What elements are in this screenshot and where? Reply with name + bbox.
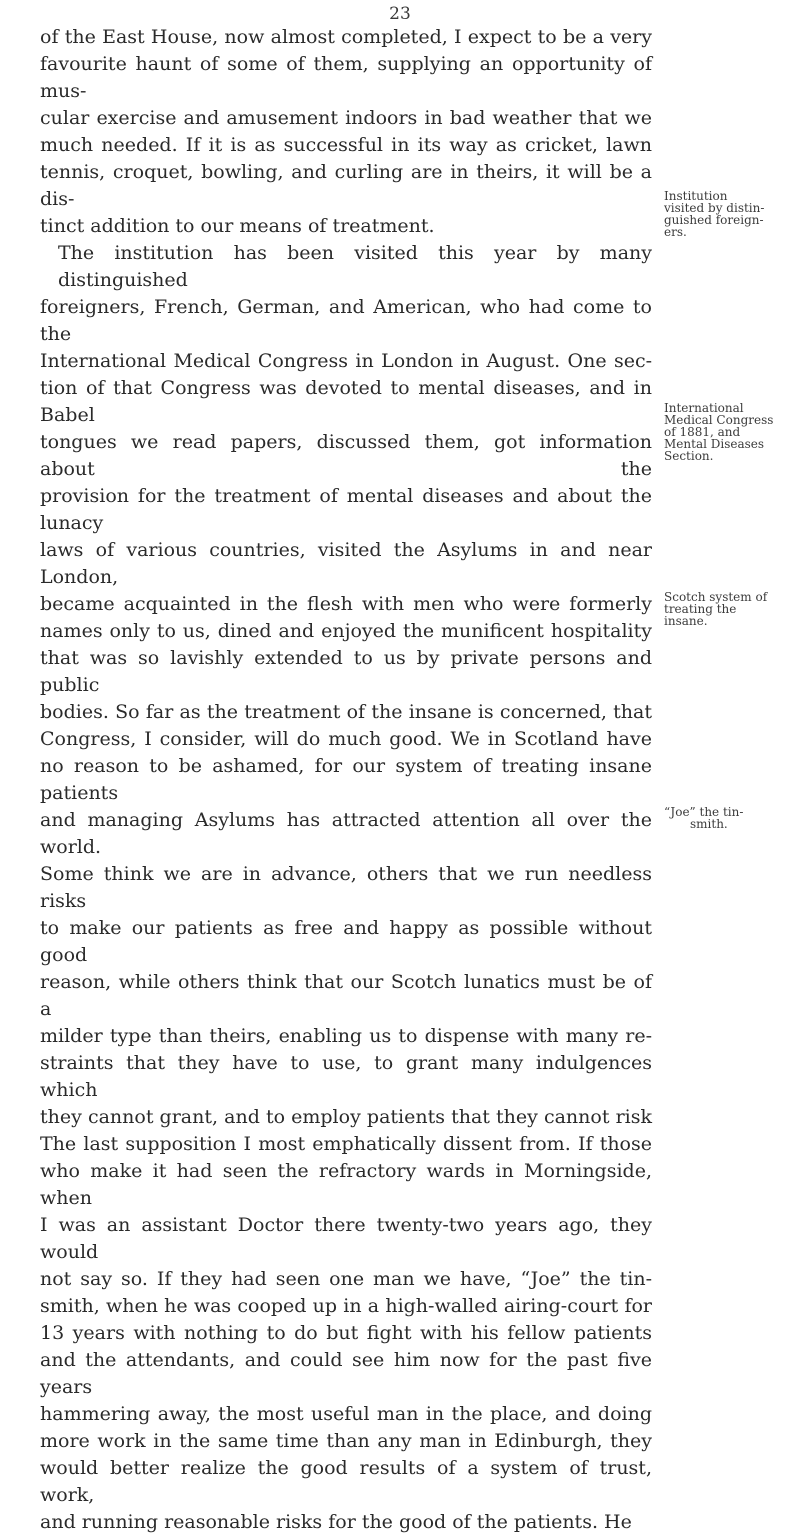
text-line: not say so. If they had seen one man we have, “Joe” the tin-	[40, 1268, 652, 1290]
margin-note-joe-tinsmith	[664, 806, 794, 830]
text-line: that was so lavishly extended to us by private persons and public	[40, 647, 652, 696]
page-number: 23	[389, 4, 411, 24]
text-line: and running reasonable risks for the good of the patients. He	[40, 1511, 632, 1533]
text-line: reason, while others think that our Scotch lunatics must be of a	[40, 971, 652, 1020]
text-line: hammering away, the most useful man in the place, and doing	[40, 1403, 652, 1425]
text-line: of the East House, now almost completed, I expect to be a very	[40, 26, 652, 48]
margin-note-line: treating the	[664, 602, 737, 616]
text-line: I was an assistant Doctor there twenty-two years ago, they would	[40, 1214, 652, 1263]
text-line: 13 years with nothing to do but fight with his fellow patients	[40, 1322, 652, 1344]
text-line: milder type than theirs, enabling us to dispense with many re-	[40, 1025, 652, 1047]
text-line: to make our patients as free and happy as possible without good	[40, 917, 652, 966]
margin-note-line: guished foreign-	[664, 213, 764, 227]
text-line: more work in the same time than any man in Edinburgh, they	[40, 1430, 652, 1452]
margin-note-line: “Joe” the tin-	[664, 805, 744, 819]
text-line: names only to us, dined and enjoyed the munificent hospitality	[40, 620, 652, 642]
margin-note-international-congress	[664, 402, 794, 462]
margin-note-line: Medical Congress	[664, 413, 774, 427]
margin-note-line: insane.	[664, 614, 708, 628]
text-line: who make it had seen the refractory wards in Morningside, when	[40, 1160, 652, 1209]
text-line: no reason to be ashamed, for our system of treating insane patients	[40, 755, 652, 804]
margin-note-line: smith.	[690, 817, 728, 831]
margin-note-line: of 1881, and	[664, 425, 741, 439]
text-line: much needed. If it is as successful in its way as cricket, lawn	[40, 134, 652, 156]
text-line: they cannot grant, and to employ patients that they cannot risk	[40, 1106, 652, 1128]
text-line: provision for the treatment of mental diseases and about the lunacy	[40, 485, 652, 534]
text-line: straints that they have to use, to grant many indulgences which	[40, 1052, 652, 1101]
text-line: and managing Asylums has attracted attention all over the world.	[40, 809, 652, 858]
text-line: favourite haunt of some of them, supplying an opportunity of mus-	[40, 53, 652, 102]
text-line: bodies. So far as the treatment of the insane is concerned, that	[40, 701, 652, 723]
margin-note-line: visited by distin-	[664, 201, 765, 215]
margin-note-line: International	[664, 401, 744, 415]
text-line: tion of that Congress was devoted to mental diseases, and in Babel	[40, 377, 652, 426]
margin-note-line: Section.	[664, 449, 714, 463]
text-line: The last supposition I most emphatically dissent from. If those	[40, 1133, 652, 1155]
text-line: cular exercise and amusement indoors in bad weather that we	[40, 107, 652, 129]
text-line: and the attendants, and could see him now for the past five years	[40, 1349, 652, 1398]
margin-note-line: Institution	[664, 189, 728, 203]
text-line: would better realize the good results of a system of trust, work,	[40, 1457, 652, 1506]
text-line: tennis, croquet, bowling, and curling are in theirs, it will be a dis-	[40, 161, 652, 210]
text-line: became acquainted in the flesh with men who were formerly	[40, 593, 652, 615]
text-line: smith, when he was cooped up in a high-walled airing-court for	[40, 1295, 652, 1317]
text-line: tongues we read papers, discussed them, got information about the	[40, 431, 652, 480]
text-line: foreigners, French, German, and American, who had come to the	[40, 296, 652, 345]
body-text	[40, 24, 652, 1536]
text-line: International Medical Congress in London in August. One sec-	[40, 350, 652, 372]
text-line: laws of various countries, visited the Asylums in and near London,	[40, 539, 652, 588]
margin-note-line: ers.	[664, 225, 687, 239]
margin-note-institution-visited	[664, 190, 794, 238]
text-line: The institution has been visited this year by many distinguished	[58, 242, 652, 291]
margin-note-line: Mental Diseases	[664, 437, 765, 451]
text-line: tinct addition to our means of treatment.	[40, 215, 435, 237]
margin-note-line: Scotch system of	[664, 590, 768, 604]
text-line: Congress, I consider, will do much good. We in Scotland have	[40, 728, 652, 750]
text-line: Some think we are in advance, others that we run needless risks	[40, 863, 652, 912]
margin-note-scotch-system	[664, 591, 794, 627]
